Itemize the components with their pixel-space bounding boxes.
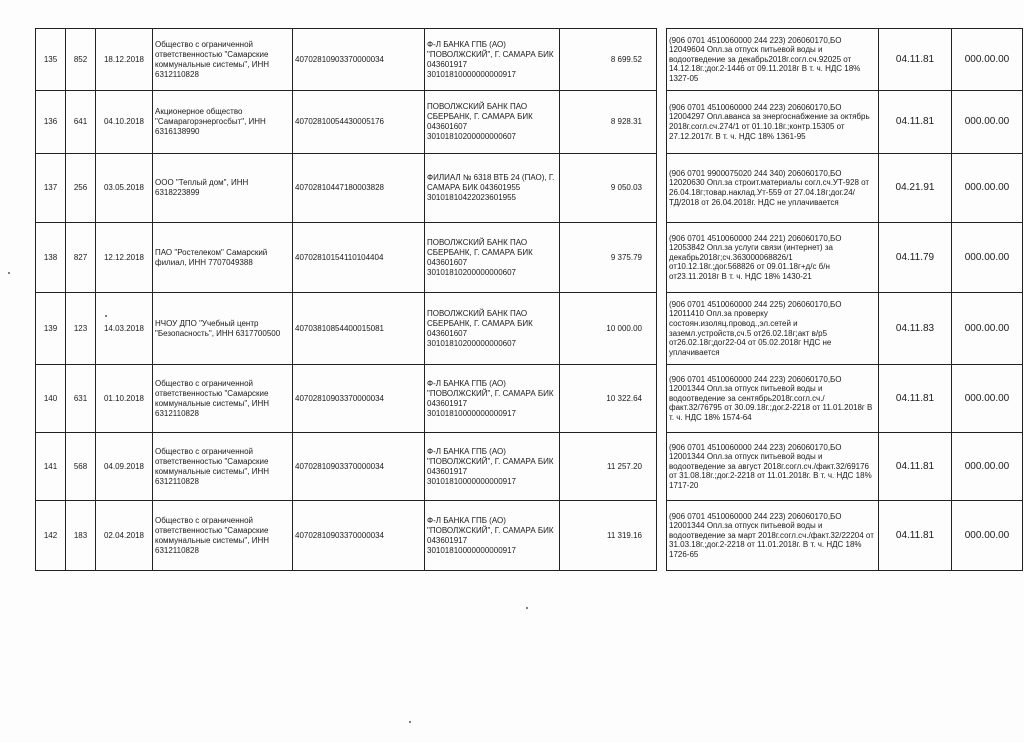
cell-amount: 8 928.31	[560, 91, 657, 154]
cell-doc: 641	[66, 91, 96, 154]
cell-extra: 000.00.00	[952, 223, 1023, 293]
cell-account: 40702810903370000034	[293, 501, 425, 571]
cell-num: 137	[36, 154, 66, 223]
cell-date: 12.12.2018	[96, 223, 153, 293]
cell-account: 40702810054430005176	[293, 91, 425, 154]
cell-account: 40703810854400015081	[293, 293, 425, 365]
cell-gap	[657, 293, 667, 365]
cell-payee: Акционерное общество "Самарагорэнергосбыт", ИНН 6316138990	[153, 91, 293, 154]
cell-gap	[657, 433, 667, 501]
cell-gap	[657, 29, 667, 91]
cell-code: 04.11.81	[879, 365, 952, 433]
cell-extra: 000.00.00	[952, 91, 1023, 154]
cell-account: 40702810903370000034	[293, 433, 425, 501]
cell-date: 01.10.2018	[96, 365, 153, 433]
cell-account: 40702810903370000034	[293, 29, 425, 91]
table-row	[36, 501, 1023, 571]
cell-amount: 10 000.00	[560, 293, 657, 365]
cell-date: 14.03.2018	[96, 293, 153, 365]
cell-amount: 11 257.20	[560, 433, 657, 501]
cell-date: 18.12.2018	[96, 29, 153, 91]
cell-num: 141	[36, 433, 66, 501]
cell-gap	[657, 365, 667, 433]
cell-doc: 827	[66, 223, 96, 293]
cell-account: 40702810903370000034	[293, 365, 425, 433]
cell-gap	[657, 501, 667, 571]
cell-doc: 852	[66, 29, 96, 91]
cell-code: 04.11.83	[879, 293, 952, 365]
cell-date: 03.05.2018	[96, 154, 153, 223]
cell-purpose: (906 0701 4510060000 244 225) 206060170,БО 12011410 Опл.за проверку состоян.изоляц.провод.,эл.сетей и заземл.устройств,сч.5 от26.02.18г;акт в/р5 от26.02.18г;дог22-04 от 05.02.2018г НДС не уплачивается	[667, 293, 879, 365]
scan-speck	[409, 721, 411, 723]
cell-extra: 000.00.00	[952, 293, 1023, 365]
payments-table	[35, 28, 1023, 571]
cell-payee: Общество с ограниченной ответственностью "Самарские коммунальные системы", ИНН 6312110828	[153, 365, 293, 433]
cell-purpose: (906 0701 4510060000 244 223) 206060170,БО 12004297 Опл.аванса за энергоснабжение за октябрь 2018г.согл.сч.274/1 от 01.10.18г.;контр.15305 от 27.12.2017г. В т. ч. НДС 18% 1361-95	[667, 91, 879, 154]
cell-extra: 000.00.00	[952, 501, 1023, 571]
table-row	[36, 91, 1023, 154]
table-row	[36, 365, 1023, 433]
cell-purpose: (906 0701 4510060000 244 223) 206060170,БО 12049604 Опл.за отпуск питьевой воды и водоотведение за декабрь2018г.согл.сч.92025 от 14.12.18г.;дог.2-1446 от 09.11.2018г В т. ч. НДС 18% 1327-05	[667, 29, 879, 91]
cell-doc: 568	[66, 433, 96, 501]
cell-purpose: (906 0701 4510060000 244 223) 206060170,БО 12001344 Опл.за отпуск питьевой воды и водоотведение за март 2018г.согл.сч./факт.32/22204 от 31.03.18г.;дог.2-2218 от 11.01.2018г. В т. ч. НДС 18% 1726-65	[667, 501, 879, 571]
cell-date: 04.09.2018	[96, 433, 153, 501]
cell-bank: ПОВОЛЖСКИЙ БАНК ПАО СБЕРБАНК, Г. САМАРА БИК 043601607 30101810200000000607	[425, 223, 560, 293]
cell-amount: 10 322.64	[560, 365, 657, 433]
cell-date: 04.10.2018	[96, 91, 153, 154]
table-body	[36, 29, 1023, 571]
table-row	[36, 293, 1023, 365]
cell-doc: 183	[66, 501, 96, 571]
table-row	[36, 154, 1023, 223]
cell-bank: Ф-Л БАНКА ГПБ (АО) "ПОВОЛЖСКИЙ", Г. САМАРА БИК 043601917 30101810000000000917	[425, 501, 560, 571]
cell-account: 40702810154110104404	[293, 223, 425, 293]
table-row	[36, 29, 1023, 91]
cell-gap	[657, 223, 667, 293]
cell-code: 04.11.81	[879, 501, 952, 571]
scan-speck	[8, 272, 10, 274]
cell-bank: Ф-Л БАНКА ГПБ (АО) "ПОВОЛЖСКИЙ", Г. САМАРА БИК 043601917 30101810000000000917	[425, 433, 560, 501]
scan-speck	[105, 315, 107, 317]
cell-bank: ПОВОЛЖСКИЙ БАНК ПАО СБЕРБАНК, Г. САМАРА БИК 043601607 30101810200000000607	[425, 91, 560, 154]
cell-code: 04.21.91	[879, 154, 952, 223]
cell-extra: 000.00.00	[952, 29, 1023, 91]
cell-doc: 631	[66, 365, 96, 433]
cell-num: 139	[36, 293, 66, 365]
cell-bank: ПОВОЛЖСКИЙ БАНК ПАО СБЕРБАНК, Г. САМАРА БИК 043601607 30101810200000000607	[425, 293, 560, 365]
cell-payee: Общество с ограниченной ответственностью "Самарские коммунальные системы", ИНН 6312110828	[153, 501, 293, 571]
cell-gap	[657, 154, 667, 223]
cell-extra: 000.00.00	[952, 154, 1023, 223]
cell-bank: ФИЛИАЛ № 6318 ВТБ 24 (ПАО), Г. САМАРА БИК 043601955 30101810422023601955	[425, 154, 560, 223]
cell-gap	[657, 91, 667, 154]
cell-num: 142	[36, 501, 66, 571]
cell-doc: 123	[66, 293, 96, 365]
cell-num: 138	[36, 223, 66, 293]
cell-purpose: (906 0701 9900075020 244 340) 206060170,БО 12020630 Опл.за строит.материалы согл.сч.УТ-928 от 26.04.18г;товар.наклад.Ут-559 от 27.04.18г;дог.24/ТД/2018 от 26.04.2018г. НДС не уплачивается	[667, 154, 879, 223]
cell-payee: ООО "Теплый дом", ИНН 6318223899	[153, 154, 293, 223]
cell-doc: 256	[66, 154, 96, 223]
cell-num: 135	[36, 29, 66, 91]
scan-speck	[526, 607, 528, 609]
cell-amount: 9 050.03	[560, 154, 657, 223]
table-row	[36, 433, 1023, 501]
cell-code: 04.11.81	[879, 91, 952, 154]
cell-payee: НЧОУ ДПО "Учебный центр "Безопасность", ИНН 6317700500	[153, 293, 293, 365]
cell-code: 04.11.79	[879, 223, 952, 293]
cell-extra: 000.00.00	[952, 433, 1023, 501]
cell-num: 140	[36, 365, 66, 433]
table-row	[36, 223, 1023, 293]
cell-payee: Общество с ограниченной ответственностью "Самарские коммунальные системы", ИНН 6312110828	[153, 433, 293, 501]
cell-purpose: (906 0701 4510060000 244 221) 206060170,БО 12053842 Опл.за услуги связи (интернет) за декабрь2018г;сч.363000068826/1 от10.12.18г.;дог.568826 от 09.01.18г+д/с б/н от23.11.2018г В т. ч. НДС 18% 1430-21	[667, 223, 879, 293]
cell-num: 136	[36, 91, 66, 154]
cell-payee: ПАО "Ростелеком" Самарский филиал, ИНН 7707049388	[153, 223, 293, 293]
cell-payee: Общество с ограниченной ответственностью "Самарские коммунальные системы", ИНН 6312110828	[153, 29, 293, 91]
cell-date: 02.04.2018	[96, 501, 153, 571]
cell-account: 40702810447180003828	[293, 154, 425, 223]
cell-amount: 9 375.79	[560, 223, 657, 293]
cell-purpose: (906 0701 4510060000 244 223) 206060170,БО 12001344 Опл.за отпуск питьевой воды и водоотведение за сентябрь2018г.согл.сч./факт.32/76795 от 30.09.18г.;дог.2-2218 от 11.01.2018г В т. ч. НДС 18% 1574-64	[667, 365, 879, 433]
cell-purpose: (906 0701 4510060000 244 223) 206060170,БО 12001344 Опл.за отпуск питьевой воды и водоотведение за август 2018г.согл.сч./факт.32/69176 от 31.08.18г.;дог.2-2218 от 11.01.2018г. В т. ч. НДС 18% 1717-20	[667, 433, 879, 501]
cell-code: 04.11.81	[879, 433, 952, 501]
cell-bank: Ф-Л БАНКА ГПБ (АО) "ПОВОЛЖСКИЙ", Г. САМАРА БИК 043601917 30101810000000000917	[425, 29, 560, 91]
cell-amount: 11 319.16	[560, 501, 657, 571]
cell-extra: 000.00.00	[952, 365, 1023, 433]
cell-code: 04.11.81	[879, 29, 952, 91]
cell-bank: Ф-Л БАНКА ГПБ (АО) "ПОВОЛЖСКИЙ", Г. САМАРА БИК 043601917 30101810000000000917	[425, 365, 560, 433]
cell-amount: 8 699.52	[560, 29, 657, 91]
